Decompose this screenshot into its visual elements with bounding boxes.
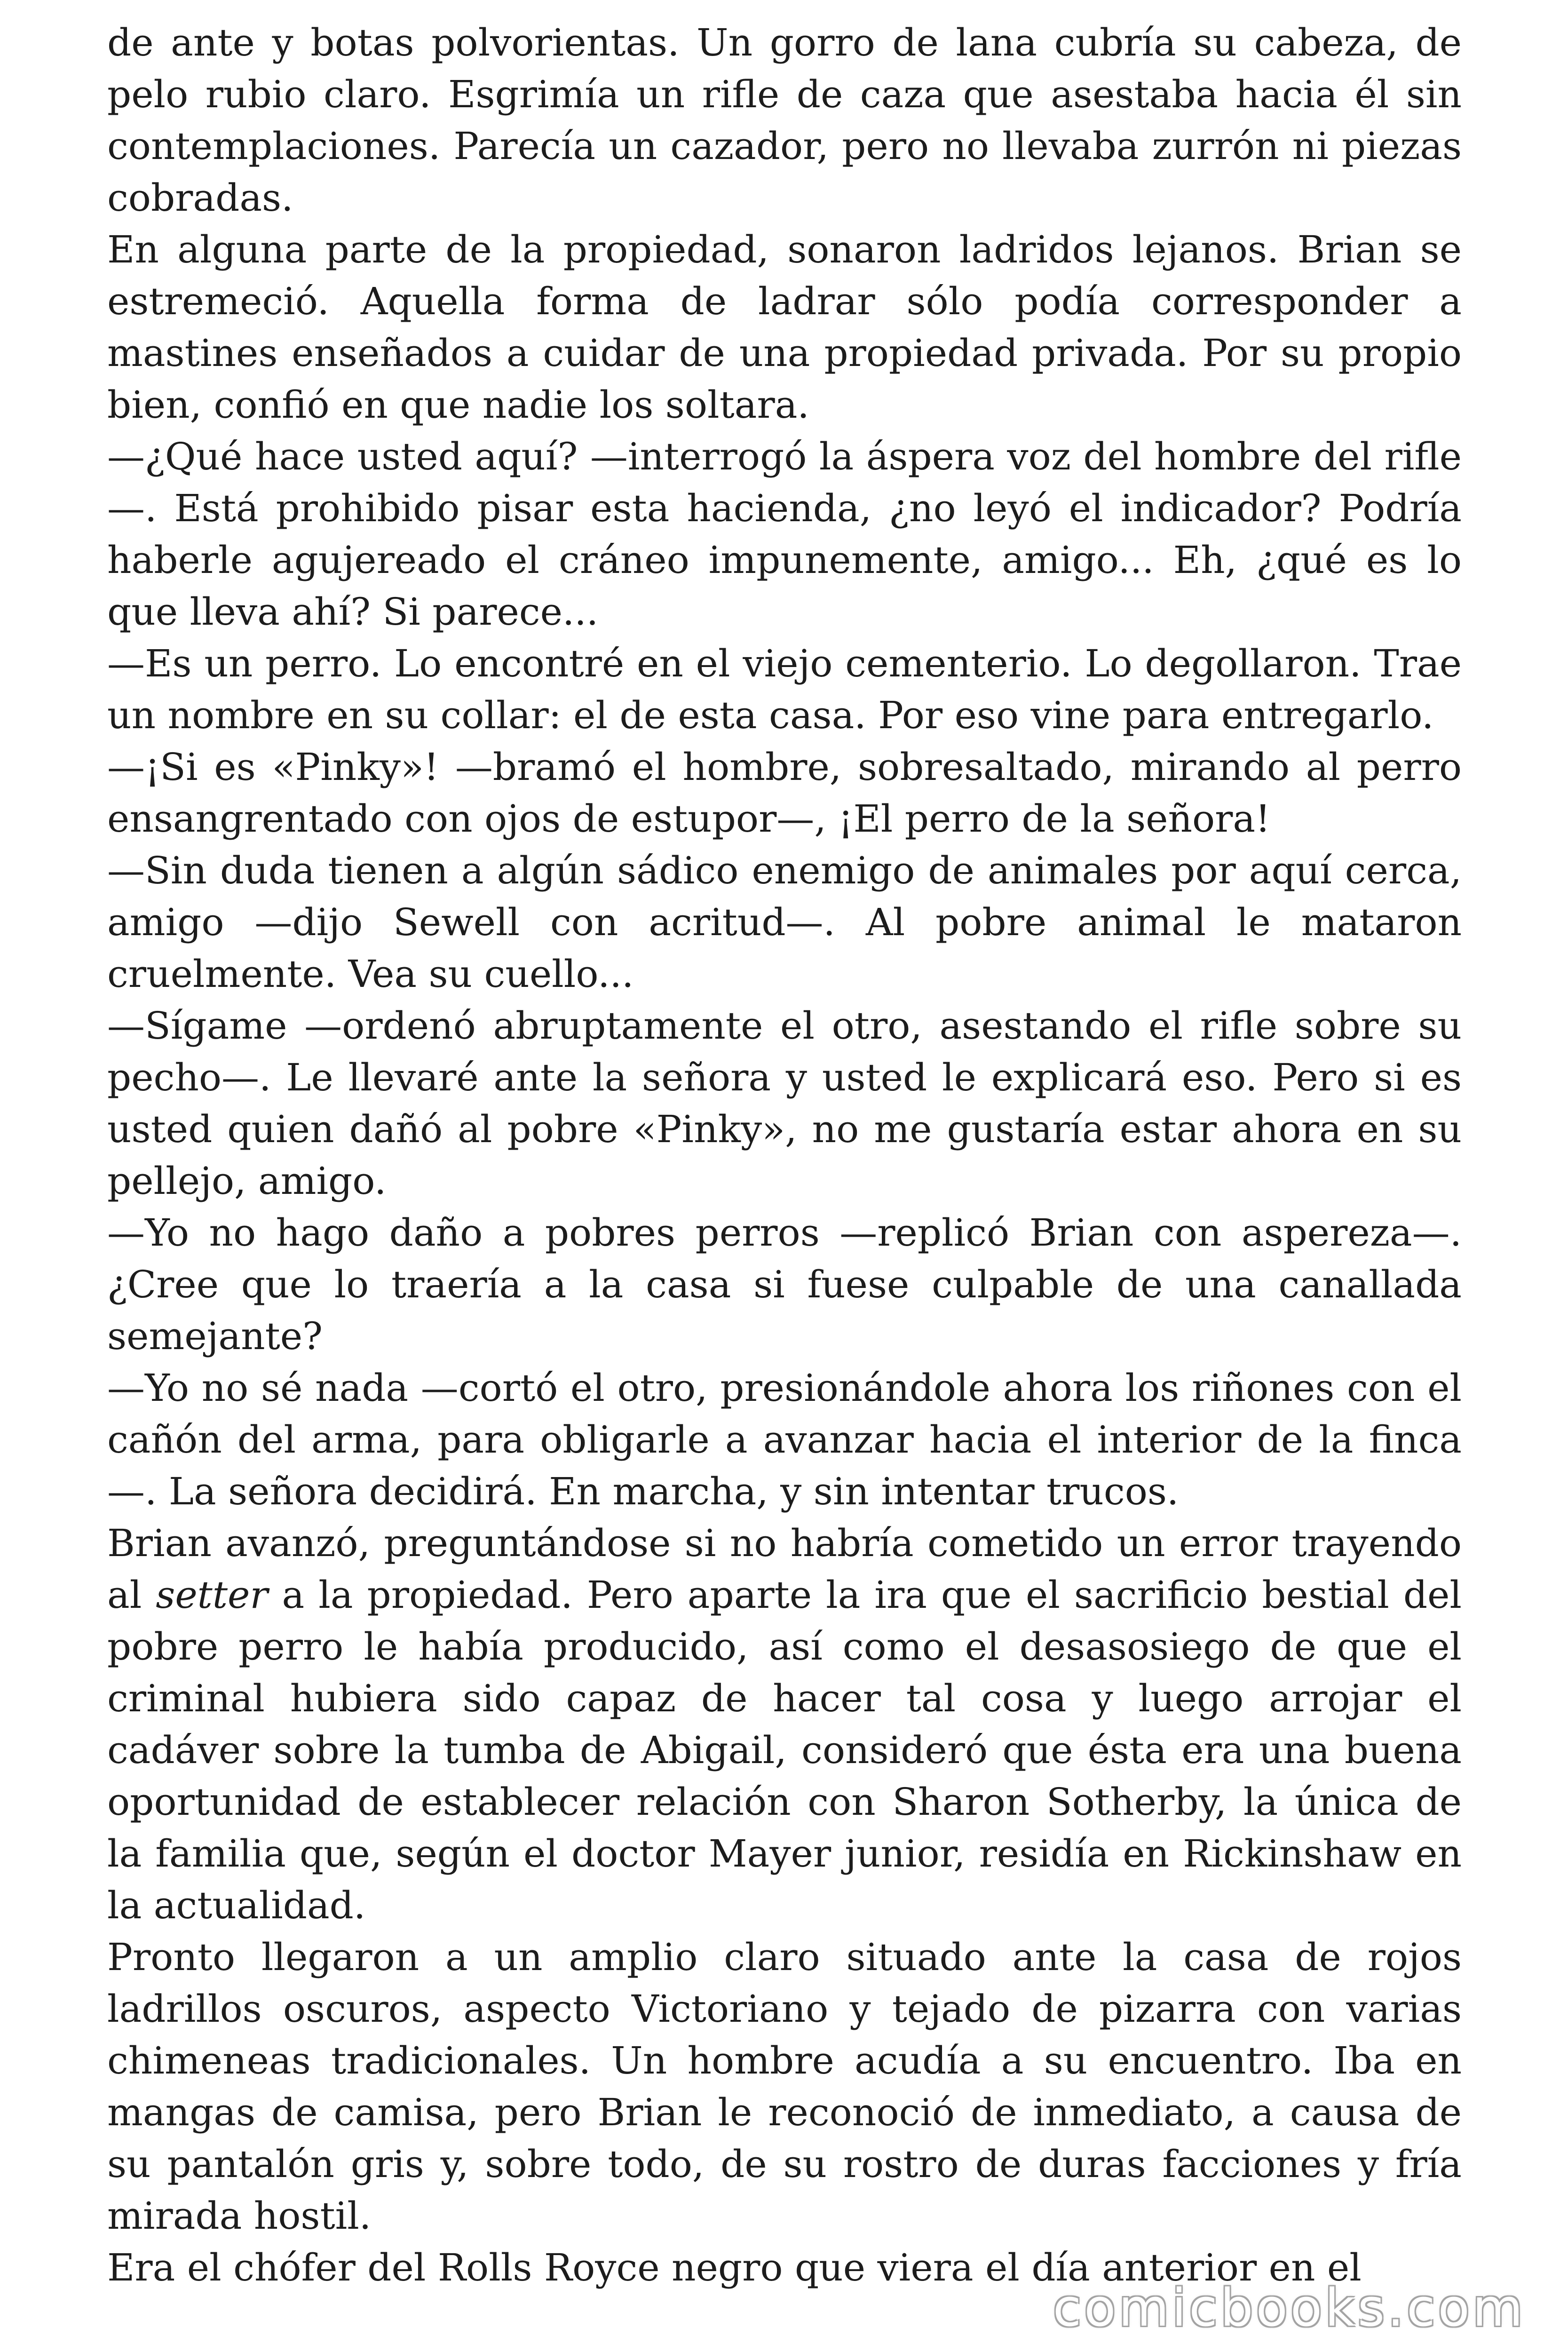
paragraph-5: —¡Si es «Pinky»! —bramó el hombre, sobresaltado, mirando al perro ensangrentado con ojos de estupor—, ¡El perro de la señora! bbox=[107, 745, 1462, 841]
paragraph-6: —Sin duda tienen a algún sádico enemigo de animales por aquí cerca, amigo —dijo Sewell con acritud—. Al pobre animal le mataron cruelmente. Vea su cuello... bbox=[107, 849, 1462, 996]
paragraph-7: —Sígame —ordenó abruptamente el otro, asestando el rifle sobre su pecho—. Le llevaré ante la señora y usted le explicará eso. Pero si es usted quien dañó al pobre «Pinky», no me gustaría estar ahora en su pellejo, amigo. bbox=[107, 1004, 1462, 1203]
paragraph-12: Era el chófer del Rolls Royce negro que viera el día anterior en el bbox=[107, 2246, 1362, 2289]
watermark-text: comicbooks.com bbox=[1053, 2278, 1526, 2338]
paragraph-10-start: Brian avanzó, preguntándose si no habría cometido un error trayendo al bbox=[107, 1521, 1462, 1617]
paragraph-4: —Es un perro. Lo encontré en el viejo cementerio. Lo degollaron. Trae un nombre en su collar: el de esta casa. Por eso vine para entregarlo. bbox=[107, 642, 1462, 737]
paragraph-10-end: a la propiedad. Pero aparte la ira que el sacrificio bestial del pobre perro le había producido, así como el desasosiego de que el criminal hubiera sido capaz de hacer tal cosa y luego arrojar el cadáver sobre la tumba de Abigail, consideró que ésta era una buena oportunidad de establecer relación con Sharon Sotherby, la única de la familia que, según el doctor Mayer junior, residía en Rickinshaw en la actualidad. bbox=[107, 1573, 1462, 1927]
paragraph-10 bbox=[107, 1518, 1462, 1931]
italic-word-setter: setter bbox=[156, 1573, 268, 1617]
paragraph-11: Pronto llegaron a un amplio claro situado ante la casa de rojos ladrillos oscuros, aspecto Victoriano y tejado de pizarra con varias chimeneas tradicionales. Un hombre acudía a su encuentro. Iba en mangas de camisa, pero Brian le reconoció de inmediato, a causa de su pantalón gris y, sobre todo, de su rostro de duras facciones y fría mirada hostil. bbox=[107, 1935, 1462, 2238]
paragraph-1: de ante y botas polvorientas. Un gorro de lana cubría su cabeza, de pelo rubio claro. Esgrimía un rifle de caza que asestaba hacia él sin contemplaciones. Parecía un cazador, pero no llevaba zurrón ni piezas cobradas. bbox=[107, 21, 1462, 220]
paragraph-8: —Yo no hago daño a pobres perros —replicó Brian con aspereza—. ¿Cree que lo traería a la casa si fuese culpable de una canallada semejante? bbox=[107, 1211, 1462, 1358]
paragraph-2: En alguna parte de la propiedad, sonaron ladridos lejanos. Brian se estremeció. Aquella forma de ladrar sólo podía corresponder a mastines enseñados a cuidar de una propiedad privada. Por su propio bien, confió en que nadie los soltara. bbox=[107, 228, 1462, 427]
paragraph-9: —Yo no sé nada —cortó el otro, presionándole ahora los riñones con el cañón del arma, para obligarle a avanzar hacia el interior de la finca—. La señora decidirá. En marcha, y sin intentar trucos. bbox=[107, 1366, 1462, 1513]
paragraph-3: —¿Qué hace usted aquí? —interrogó la áspera voz del hombre del rifle—. Está prohibido pisar esta hacienda, ¿no leyó el indicador? Podría haberle agujereado el cráneo impunemente, amigo... Eh, ¿qué es lo que lleva ahí? Si parece... bbox=[107, 435, 1462, 634]
book-page bbox=[107, 17, 1462, 2331]
